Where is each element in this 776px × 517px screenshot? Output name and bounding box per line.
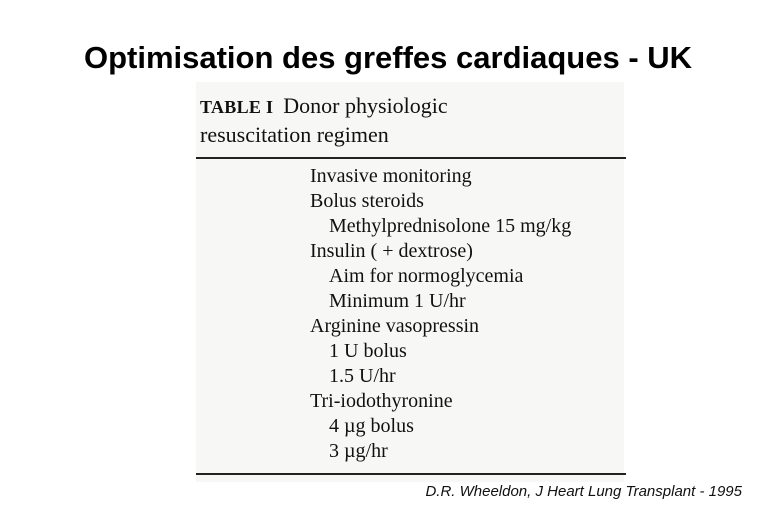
regimen-item: Bolus steroids: [310, 190, 424, 212]
regimen-item: Arginine vasopressin: [310, 315, 480, 337]
regimen-item: Tri-iodothyronine: [310, 390, 453, 412]
regimen-subitem: Methylprednisolone 15 mg/kg: [329, 215, 572, 237]
citation: D.R. Wheeldon, J Heart Lung Transplant - 1995: [425, 483, 742, 500]
table-caption-line-1: [200, 92, 448, 121]
table-top-rule: [196, 157, 626, 159]
slide-title: Optimisation des greffes cardiaques - UK: [83, 40, 693, 75]
regimen-item: Invasive monitoring: [310, 165, 472, 187]
regimen-subitem: Minimum 1 U/hr: [329, 290, 466, 312]
regimen-subitem: 4 µg bolus: [329, 415, 414, 437]
regimen-subitem: Aim for normoglycemia: [329, 265, 524, 287]
table-bottom-rule: [196, 473, 626, 475]
table-caption-line-2: resuscitation regimen: [200, 122, 389, 147]
table-caption-text-1: Donor physiologic: [283, 93, 448, 118]
regimen-subitem: 3 µg/hr: [329, 440, 388, 462]
regimen-list: [310, 164, 571, 464]
table-number: TABLE I: [200, 97, 274, 117]
regimen-subitem: 1 U bolus: [329, 340, 407, 362]
table-caption: [200, 92, 448, 149]
regimen-subitem: 1.5 U/hr: [329, 365, 396, 387]
regimen-item: Insulin ( + dextrose): [310, 240, 473, 262]
